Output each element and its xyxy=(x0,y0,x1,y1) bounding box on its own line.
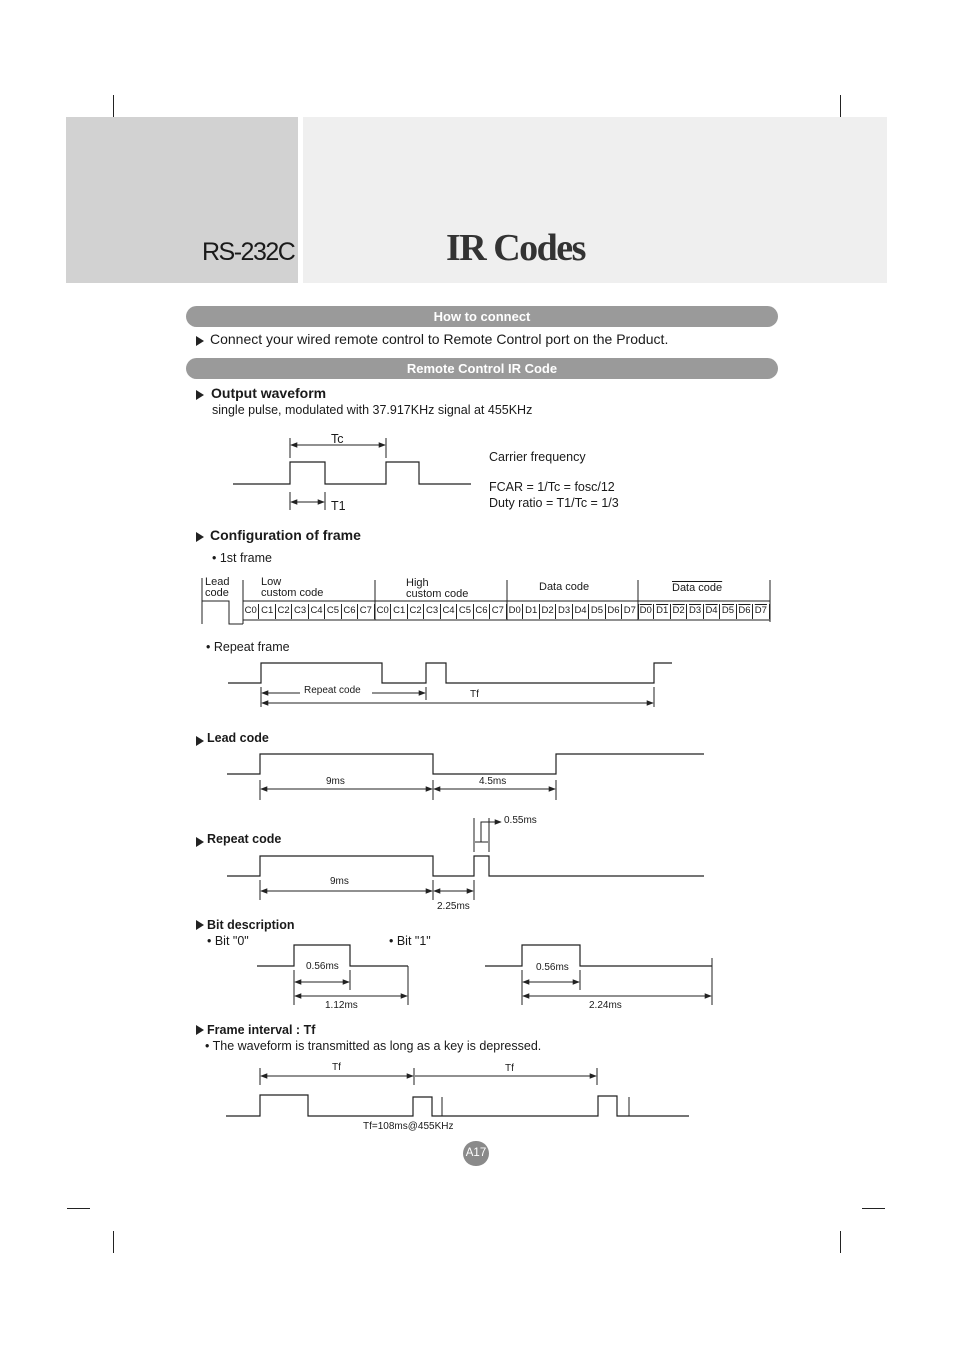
repeat-code-waveform xyxy=(227,856,704,876)
frame-bit-cell: D4 xyxy=(704,604,720,619)
section-label: RS-232C xyxy=(202,238,295,266)
lead-9ms-label: 9ms xyxy=(326,776,345,787)
frame-bit-cell: D5 xyxy=(589,604,605,619)
lead-code-label: Lead xyxy=(205,576,230,588)
frame-bit-cell: C7 xyxy=(358,604,374,619)
repeat-code-label: Repeat code xyxy=(304,685,361,696)
repeat-2p25ms-label: 2.25ms xyxy=(437,901,470,912)
frame-bit-cell: C5 xyxy=(457,604,473,619)
frame-bit-cell: C4 xyxy=(441,604,457,619)
bit0-total-label: 1.12ms xyxy=(325,1000,358,1011)
frame-bit-cell: C6 xyxy=(342,604,358,619)
frame-bit-cell: C5 xyxy=(325,604,341,619)
bit0-waveform xyxy=(257,945,408,966)
frame-bit-cell: C2 xyxy=(276,604,292,619)
frame-bit-cell: D0 xyxy=(507,604,523,619)
tf2-label: Tf xyxy=(505,1063,514,1074)
data-code-label: Data code xyxy=(539,581,590,593)
bit-desc-heading: Bit description xyxy=(207,918,295,932)
page-number: A17 xyxy=(463,1141,489,1166)
frame-bit-cell: C0 xyxy=(243,604,259,619)
repeat-code-heading: Repeat code xyxy=(207,832,282,846)
lead-4p5ms-label: 4.5ms xyxy=(479,776,507,787)
output-waveform-desc: single pulse, modulated with 37.917KHz signal at 455KHz xyxy=(212,403,533,417)
bit1-high-label: 0.56ms xyxy=(536,962,569,973)
output-waveform-heading: Output waveform xyxy=(211,385,327,401)
frame-bit-cell: C3 xyxy=(424,604,440,619)
frame-bit-cell: C1 xyxy=(391,604,407,619)
frame-interval-heading: Frame interval : Tf xyxy=(207,1023,316,1037)
frame-bit-cell: C3 xyxy=(292,604,308,619)
frame-bit-cell: D1 xyxy=(654,604,670,619)
bit1-total-label: 2.24ms xyxy=(589,1000,622,1011)
frame-bit-cell: D4 xyxy=(573,604,589,619)
remote-ir-bar: Remote Control IR Code xyxy=(186,358,778,379)
frame-bit-cell: C7 xyxy=(490,604,506,619)
carrier-waveform xyxy=(233,462,471,484)
high-custom-label-2: custom code xyxy=(406,588,469,600)
low-custom-label-2: custom code xyxy=(261,587,324,599)
t1-label: T1 xyxy=(331,499,346,513)
repeat-0p55ms-label: 0.55ms xyxy=(504,815,537,826)
connect-text: Connect your wired remote control to Remote Control port on the Product. xyxy=(210,331,669,347)
repeat-frame-waveform xyxy=(228,663,672,683)
lead-code-waveform xyxy=(227,754,704,774)
frame-interval-desc: • The waveform is transmitted as long as a key is depressed. xyxy=(205,1039,542,1053)
tf1-label: Tf xyxy=(332,1062,341,1073)
bit1-label: • Bit "1" xyxy=(389,934,431,948)
frame-bit-cell: C1 xyxy=(259,604,275,619)
fcar-formula: FCAR = 1/Tc = fosc/12 xyxy=(489,480,615,494)
frame-bit-cell: C2 xyxy=(408,604,424,619)
frame-bit-cell: C6 xyxy=(474,604,490,619)
config-frame-heading: Configuration of frame xyxy=(210,527,361,543)
bit1-waveform xyxy=(485,945,712,966)
data-code-inverse-label: Data code xyxy=(672,582,723,594)
frame-interval-waveform xyxy=(226,1095,689,1116)
tf-note: Tf=108ms@455KHz xyxy=(363,1121,454,1132)
frame-bit-cell: D2 xyxy=(540,604,556,619)
frame-bit-cell: D3 xyxy=(556,604,572,619)
tc-label: Tc xyxy=(331,432,344,446)
frame-bit-cell: D6 xyxy=(737,604,753,619)
frame-bit-cell: D6 xyxy=(606,604,622,619)
duty-formula: Duty ratio = T1/Tc = 1/3 xyxy=(489,496,619,510)
repeat-9ms-label: 9ms xyxy=(330,876,349,887)
page-title: IR Codes xyxy=(446,227,585,269)
bit0-high-label: 0.56ms xyxy=(306,961,339,972)
carrier-label: Carrier frequency xyxy=(489,450,586,464)
frame-bit-cell: D2 xyxy=(671,604,687,619)
high-custom-label: High xyxy=(406,577,429,589)
frame-bit-cell: D3 xyxy=(687,604,703,619)
frame-bit-cell: C0 xyxy=(375,604,391,619)
lead-code-heading: Lead code xyxy=(207,731,269,745)
frame-bit-cell: C4 xyxy=(309,604,325,619)
frame-lead-pulse xyxy=(202,601,243,624)
how-to-connect-bar: How to connect xyxy=(186,306,778,327)
first-frame-label: • 1st frame xyxy=(212,551,272,565)
tf-label: Tf xyxy=(470,689,479,700)
bit0-label: • Bit "0" xyxy=(207,934,249,948)
repeat-frame-label: • Repeat frame xyxy=(206,640,290,654)
frame-bit-cell: D5 xyxy=(720,604,736,619)
frame-bit-cell: D1 xyxy=(523,604,539,619)
lead-code-label-2: code xyxy=(205,587,229,599)
frame-bit-cell: D7 xyxy=(753,604,769,619)
frame-bit-cell: D7 xyxy=(622,604,638,619)
low-custom-label: Low xyxy=(261,576,282,588)
frame-bit-cell: D0 xyxy=(638,604,654,619)
